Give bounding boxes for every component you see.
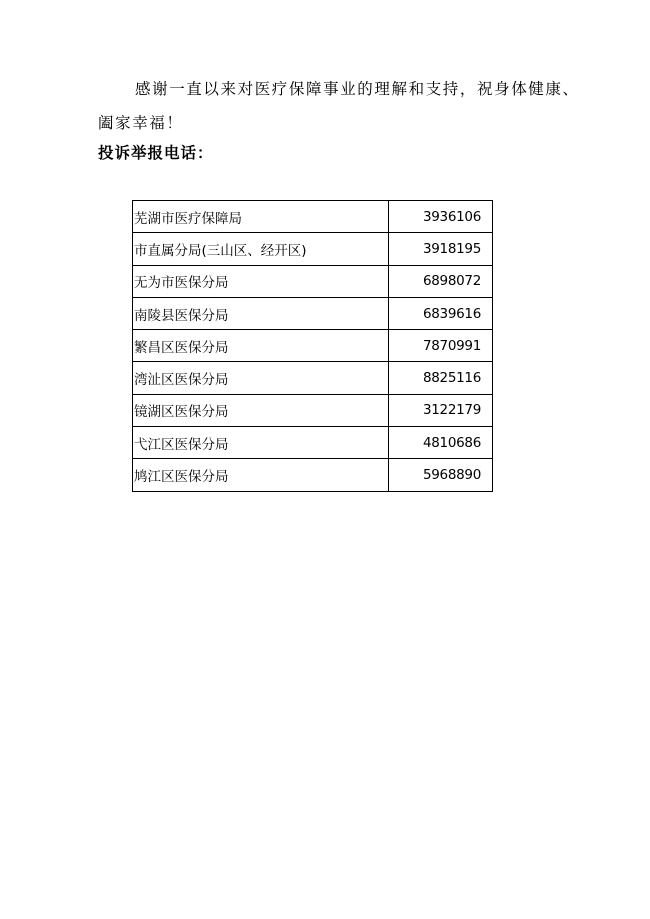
office-name: 芜湖市医疗保障局 [133, 201, 389, 233]
table-row [133, 233, 493, 265]
table-row [133, 362, 493, 394]
phone-number: 3122179 [388, 394, 492, 426]
office-name: 弋江区医保分局 [133, 427, 389, 459]
phone-number: 7870991 [388, 330, 492, 362]
phone-number: 6839616 [388, 297, 492, 329]
table-row [133, 201, 493, 233]
phone-number: 6898072 [388, 265, 492, 297]
table-row [133, 265, 493, 297]
phone-number: 4810686 [388, 427, 492, 459]
closing-text-line-1: 感谢一直以来对医疗保障事业的理解和支持，祝身体健康、 [135, 80, 580, 98]
table-row [133, 330, 493, 362]
phone-number: 5968890 [388, 459, 492, 491]
office-name: 无为市医保分局 [133, 265, 389, 297]
office-name: 南陵县医保分局 [133, 297, 389, 329]
closing-text-line-2: 阖家幸福！ [98, 114, 184, 132]
table-row [133, 427, 493, 459]
office-name: 繁昌区医保分局 [133, 330, 389, 362]
complaint-hotline-heading: 投诉举报电话： [98, 143, 214, 162]
hotline-table [132, 200, 493, 492]
office-name: 湾沚区医保分局 [133, 362, 389, 394]
office-name: 镜湖区医保分局 [133, 394, 389, 426]
phone-number: 3936106 [388, 201, 492, 233]
phone-number: 8825116 [388, 362, 492, 394]
table-row [133, 459, 493, 491]
phone-number: 3918195 [388, 233, 492, 265]
table-row [133, 394, 493, 426]
office-name: 鸠江区医保分局 [133, 459, 389, 491]
table-row [133, 297, 493, 329]
office-name: 市直属分局(三山区、经开区) [133, 233, 389, 265]
